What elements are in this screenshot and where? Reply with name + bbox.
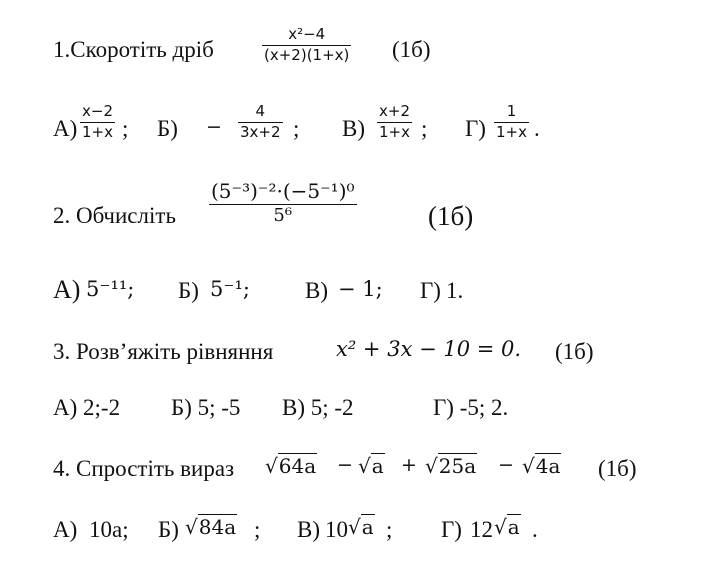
q2-option-a-text: 5⁻¹¹; [86,277,135,301]
radicand: 25a [438,454,477,478]
q2-fraction-numerator: (5⁻³)⁻²·(−5⁻¹)⁰ [211,179,355,203]
q3-points: (1б) [555,339,594,364]
q2-option-d-letter: Г) [420,278,441,303]
q2-option-d-text: 1. [446,278,464,303]
q2-option-b-letter: Б) [178,278,199,303]
q3-option-a: А) 2;-2 [53,395,121,420]
q1-option-c-tail: ; [421,116,428,141]
q4-option-c-letter: В) [297,517,320,542]
q1-option-b-tail: ; [293,116,300,141]
q3-equation: x² + 3x − 10 = 0. [336,337,522,361]
q2-fraction [209,181,357,226]
q1-option-a-letter: А) [53,116,78,141]
q4-radical-1: √64a [265,454,317,478]
q1-points: (1б) [392,37,431,62]
q1-option-a-tail: ; [122,116,129,141]
q4-option-d-letter: Г) [441,517,462,542]
q1-option-b-sign: − [206,116,222,138]
q4-option-b-letter: Б) [158,517,179,542]
q1-option-b-fraction [238,104,283,141]
q1-option-d-tail: . [534,116,540,141]
radicand: a [361,515,374,539]
q4-radical-3: √25a [425,454,477,478]
q4-option-d-coef: 12 [470,517,493,542]
q1-option-b-letter: Б) [157,116,178,141]
q1-fraction [262,27,351,64]
q4-points: (1б) [598,456,637,481]
denominator: 1+x [379,122,410,141]
q4-option-c-tail: ; [386,517,393,542]
q1-fraction-denominator: (x+2)(1+x) [264,45,350,64]
q3-option-c: В) 5; -2 [282,395,354,420]
q2-points: (1б) [428,201,474,231]
q1-option-d-fraction [494,104,529,141]
q3-label: 3. Розв’яжіть рівняння [53,339,274,364]
q2-option-c-text: − 1; [338,277,383,301]
radicand: 4a [535,454,561,478]
q2-label: 2. Обчисліть [53,203,176,228]
radicand: a [371,454,384,478]
q4-option-a-letter: А) [53,517,78,542]
q1-option-c-fraction [377,104,412,141]
q1-option-a-fraction [80,104,115,141]
denominator: 3x+2 [240,122,281,141]
q1-label: 1.Скоротіть дріб [53,37,214,62]
q4-op-1: − [337,454,353,476]
radicand: 64a [278,454,317,478]
q2-option-c-letter: В) [305,278,328,303]
q4-option-d-radical: √a [494,515,520,539]
q4-option-c-radical: √a [348,515,374,539]
q1-option-d-letter: Г) [465,116,486,141]
q4-option-a-text: 10a; [89,517,129,542]
q1-option-c-letter: В) [342,116,365,141]
radicand: 84a [198,515,237,539]
q4-label: 4. Спростіть вираз [53,456,235,481]
q4-option-c-coef: 10 [325,517,348,542]
q2-option-b-text: 5⁻¹; [210,277,250,301]
q4-op-3: − [498,454,514,476]
q3-option-d: Г) -5; 2. [433,395,509,420]
q2-option-a-letter: А) [53,275,81,304]
q1-fraction-numerator: x²−4 [288,25,326,43]
denominator: 1+x [82,122,113,141]
q4-radical-4: √4a [522,454,561,478]
numerator: x+2 [379,102,410,120]
radicand: a [507,515,520,539]
denominator: 1+x [496,122,527,141]
q4-option-b-radical: √84a [185,515,237,539]
numerator: x−2 [82,102,113,120]
q3-option-b: Б) 5; -5 [171,395,241,420]
q4-radical-2: √a [358,454,384,478]
q4-option-d-tail: . [532,517,538,542]
q4-op-2: + [401,454,417,476]
q4-option-b-tail: ; [254,517,261,542]
numerator: 4 [255,102,266,120]
q2-fraction-denominator: 5⁶ [273,205,293,227]
numerator: 1 [506,102,517,120]
